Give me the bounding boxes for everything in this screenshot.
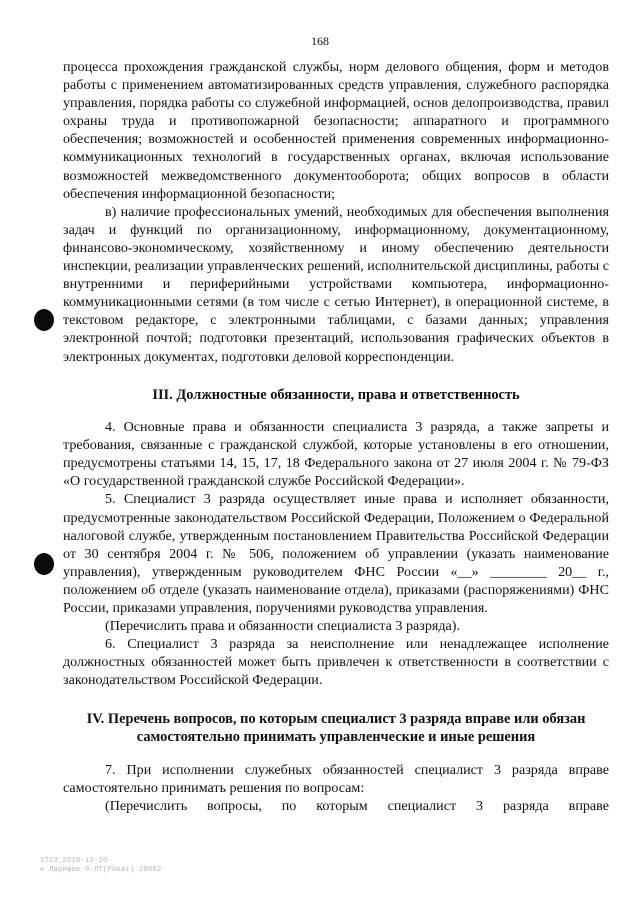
footer-stamp-line1: 1723_2010-12-20	[40, 857, 108, 865]
footer-stamp	[40, 857, 162, 875]
document-body	[63, 58, 609, 815]
paragraph-5: 5. Специалист 3 разряда осуществляет иные права и исполняет обязанности, предусмотренные законодательством Российской Федерации, Положением о Федеральной налоговой службе, утвержденным постановлением Правительства Российской Федерации от 30 сентября 2004 г. № 506, положением об управлении (указать наименование управления), утвержденным руководителем ФНС России «__» ________ 20__ г., положением об отделе (указать наименование отдела), приказами (распоряжениями) ФНС России, приказами управления, поручениями руководства управления.	[63, 491, 609, 617]
footer-stamp-line2: к Ларйфов-9-ЛТ(Рокат) 29062	[40, 866, 162, 874]
paragraph-6: 6. Специалист 3 разряда за неисполнение или ненадлежащее исполнение должностных обязанностей может быть привлечен к ответственности в соответствии с законодательством Российской Федерации.	[63, 636, 609, 689]
paragraph-7-note: (Перечислить вопросы, по которым специалист 3 разряда вправе	[105, 797, 609, 814]
paragraph-4: 4. Основные права и обязанности специалиста 3 разряда, а также запреты и требования, связанные с гражданской службой, которые установлены в его отношении, предусмотрены статьями 14, 15, 17, 18 Федерального закона от 27 июля 2004 г. № 79-ФЗ «О государственной гражданской службе Российской Федерации».	[63, 419, 609, 490]
paragraph-skills: в) наличие профессиональных умений, необходимых для обеспечения выполнения задач и функций по организационному, информационному, документационному, финансово-экономическому, хозяйственному и иному обеспечению деятельности инспекции, реализации управленческих решений, исполнительской дисциплины, работы с внутренними и периферийными устройствами компьютера, информационно-коммуникационными сетями (в том числе с сетью Интернет), в операционной системе, в текстовом редакторе, с электронными таблицами, с базами данных; управления электронной почтой; подготовки презентаций, использования графических объектов в электронных документах, подготовки деловой корреспонденции.	[63, 203, 609, 365]
section-4-heading-line2: самостоятельно принимать управленческие и иные решения	[136, 729, 536, 745]
punch-hole-bottom	[34, 553, 54, 575]
paragraph-continuation: процесса прохождения гражданской службы, норм делового общения, форм и методов работы с применением автоматизированных средств управления, служебного распорядка управления, порядка работы со служебной информацией, основ делопроизводства, правил охраны труда и противопожарной безопасности; аппаратного и программного обеспечения; возможностей и особенностей применения современных информационно-коммуникационных технологий в государственных органах, включая использование возможностей межведомственного документооборота; общих вопросов в области обеспечения информационной безопасности;	[63, 59, 609, 202]
paragraph-7: 7. При исполнении служебных обязанностей специалист 3 разряда вправе самостоятельно принимать решения по вопросам:	[63, 761, 609, 796]
section-3-heading: III. Должностные обязанности, права и ответственность	[152, 386, 520, 403]
paragraph-5-note: (Перечислить права и обязанности специалиста 3 разряда).	[105, 618, 461, 635]
punch-hole-top	[34, 309, 54, 331]
section-4-heading-line1: IV. Перечень вопросов, по которым специалист 3 разряда вправе или обязан	[86, 710, 586, 727]
page-number: 168	[311, 34, 329, 48]
